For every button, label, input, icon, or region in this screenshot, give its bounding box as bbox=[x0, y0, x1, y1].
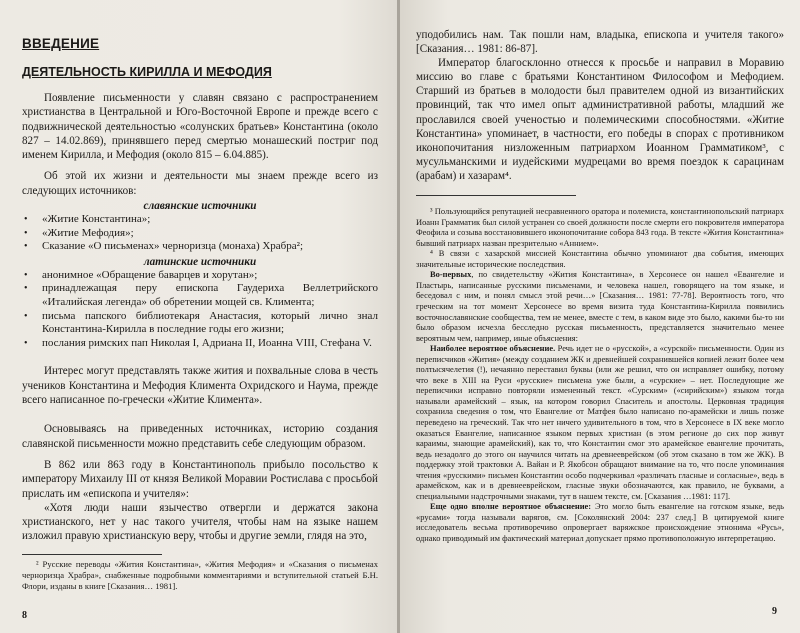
list-item: • «Житие Константина»; bbox=[22, 213, 378, 227]
list-item: • анонимное «Обращение баварцев и хорутан»; bbox=[22, 269, 378, 283]
list-item: • послания римских пап Николая I, Адриана II, Иоанна VIII, Стефана V. bbox=[22, 337, 378, 351]
right-page-body bbox=[416, 28, 784, 544]
chapter-title: ВВЕДЕНИЕ bbox=[22, 36, 100, 51]
interest-paragraph: Интерес могут представлять также жития и похвальные слова в честь учеников Константина и Мефодия Климента Охридского и Наума, прежде всего написанное по-гречески «Житие Климента». bbox=[22, 365, 378, 407]
list-item: • принадлежащая перу епископа Гаудериха Веллетрийского «Италийская легенда» об обретении мощей св. Климента; bbox=[22, 282, 378, 309]
footnote-rule bbox=[22, 554, 162, 555]
footnote-4-alt bbox=[416, 501, 784, 543]
intro-paragraph: Появление письменности у славян связано с распространением христианства в Центральной и Юго-Восточной Европе и прежде всего с подвижнической деятельностью «солунских братьев» Константина (около 827 – 14.02.869), принявшего перед смертью монашеский постриг под именем Кирилла, и Мефодия (около 815 – 6.04.885). bbox=[22, 92, 378, 162]
list-item: • Сказание «О письменах» черноризца (монаха) Храбра²; bbox=[22, 240, 378, 254]
slavic-sources-heading: славянские источники bbox=[143, 200, 257, 213]
footnote-rule bbox=[416, 195, 576, 196]
latin-sources-heading: латинские источники bbox=[143, 255, 257, 268]
based-paragraph: Основываясь на приведенных источниках, историю создания славянской письменности можно представить себе следующим образом. bbox=[22, 423, 378, 450]
slavic-sources-list bbox=[22, 213, 378, 254]
likely-text: Речь идет не о «русской», а «сурской» письменности. Один из переписчиков «Жития» (между созданием ЖК и древнейшей сохранившейся копией лежит более чем полтысячелетия (!), нечаянно переставил буквы (или же решил, что он исправляет ошибку, потому что веке в XIII на Руси «русские» письмена уже были, а «сурские» – нет. Последующие же переписчики исправно повторяли измененный текст. «Сурским» («сирийским») языком тогда называли арамейский – язык, на котором говорил Спаситель и апостолы. Церковная традиция сохранила сведения о том, что Евангелие от Матфея было написано по-арамейски и лишь позже переведено на греческий. Так что нет ничего удивительного в том, что в Херсонесе в IX веке могло оказаться Евангелие, написанное языком первых христиан (в этом регионе до сих пор живут караимы, знающие арамейский), как то, что Константин смог это арамейское евангелие прочитать, ведь незадолго до этого он научился читать на древнееврейском (об этом сказано в том же ЖК). В поддержку этой трактовки А. Вайан и Р. Якобсон обращают внимание на то, что после упоминания чтения «русскими» письмен Константин особо подчеркивал «различать гласные и согласные», ведь в арамейском, как и в древнееврейском, гласные звуки обозначаются, как правило, не буквами, а специальными надстрочными знаками, тут в нашем тексте, см. [Сказания …1981: 117]. bbox=[416, 343, 784, 501]
sources-intro-paragraph: Об этой их жизни и деятельности мы знаем прежде всего из следующих источников: bbox=[22, 170, 378, 197]
first-label: Во-первых bbox=[430, 269, 472, 280]
quote-paragraph: «Хотя люди наши язычество отвергли и держатся закона христианского, нет у нас такого учителя, чтобы нам на языке нашем изложил правую христианскую веру, чтобы и другие земли, глядя на это, bbox=[22, 501, 378, 543]
list-item: • «Житие Мефодия»; bbox=[22, 227, 378, 241]
latin-sources-list bbox=[22, 269, 378, 351]
section-title: ДЕЯТЕЛЬНОСТЬ КИРИЛЛА И МЕФОДИЯ bbox=[22, 65, 272, 79]
left-page bbox=[0, 0, 398, 633]
page-number: 9 bbox=[772, 606, 777, 617]
footnote-3: ³ Пользующийся репутацией несравненного оратора и полемиста, константинопольский патриарх Иоанн Грамматик был силой устранен со своей должности после смерти его покровителя императора Феофила и созыва восстановившего иконопочитание собора 843 года. В тексте «Жития Константина» бывший патриарх назван презрительно «Аннием». bbox=[416, 206, 784, 248]
right-page bbox=[400, 0, 800, 633]
alt-label: Еще одно вполне вероятное объяснение: bbox=[430, 501, 592, 512]
footnote-4: ⁴ В связи с хазарской миссией Константина обычно упоминают два события, имеющих значительные исторические последствия. bbox=[416, 248, 784, 269]
footnote-4-first bbox=[416, 269, 784, 343]
embassy-paragraph: В 862 или 863 году в Константинополь прибыло посольство к императору Михаилу III от князя Великой Моравии Ростислава с просьбой прислать им «епископа и учителя»: bbox=[22, 458, 378, 500]
footnote-4-likely bbox=[416, 343, 784, 501]
page-number: 8 bbox=[22, 610, 27, 621]
footnote: ² Русские переводы «Жития Константина», «Жития Мефодия» и «Сказания о письменах черноризца Храбра», снабженные подробными комментариями и вступительной статьей Б.Н. Флори, изданы в книге [Сказания… 1981]. bbox=[22, 558, 378, 591]
continuation-paragraph: уподобились нам. Так пошли нам, владыка, епископа и учителя такого» [Сказания… 1981: 86-87]. bbox=[416, 29, 784, 56]
list-item: • письма папского библиотекаря Анастасия, который лично знал Константина-Кирилла в последние годы его жизни; bbox=[22, 310, 378, 337]
left-page-body bbox=[22, 36, 378, 592]
likely-label: Наиболее вероятное объяснение. bbox=[430, 343, 556, 354]
alt-text: Это могло быть евангелие на готском языке, ведь «русами» тогда называли варягов, см. [Соколянский 2004: 237 след.] В цитируемой книге исследователь весьма противоречиво опровергает варяжское происхождение этнонима «Русь», однако приводимый им фактический материал допускает прямо противоположную интерпретацию. bbox=[416, 501, 784, 543]
first-text: , по свидетельству «Жития Константина», в Херсонесе он нашел «Евангелие и Пластырь, написанные русскими письменами, и человека нашел, говорящего на том языке, и беседовал с ним, и понял смысл этой речи…» [Сказания… 1981: 77-78]. Вероятность того, что греческим на тот момент Херсонесе во время визита туда Константина-Кирилла появились восточнославянские сообщества, тем не менее, вместе с тем, в каком виде это было, какими бы-то ни было образом исчезла бесследно русская письменность, представляется значительно менее вероятным чем, например, иные объяснения: bbox=[416, 269, 784, 343]
emperor-paragraph: Император благосклонно отнесся к просьбе и направил в Моравию миссию во главе с братьями Константином Философом и Мефодием. Старший из братьев в молодости был правителем одной из византийских провинций, так что имел опыт административной работы, младший же прославился своей ученостью и полемическими способностями. «Житие Константина» упоминает, в частности, его победы в спорах с противником иконопочитания низложенным патриархом Иоанном Грамматиком³, с мусульманскими и иудейскими мудрецами во время поездок к сарацинам (арабам) и хазарам⁴. bbox=[416, 57, 784, 182]
